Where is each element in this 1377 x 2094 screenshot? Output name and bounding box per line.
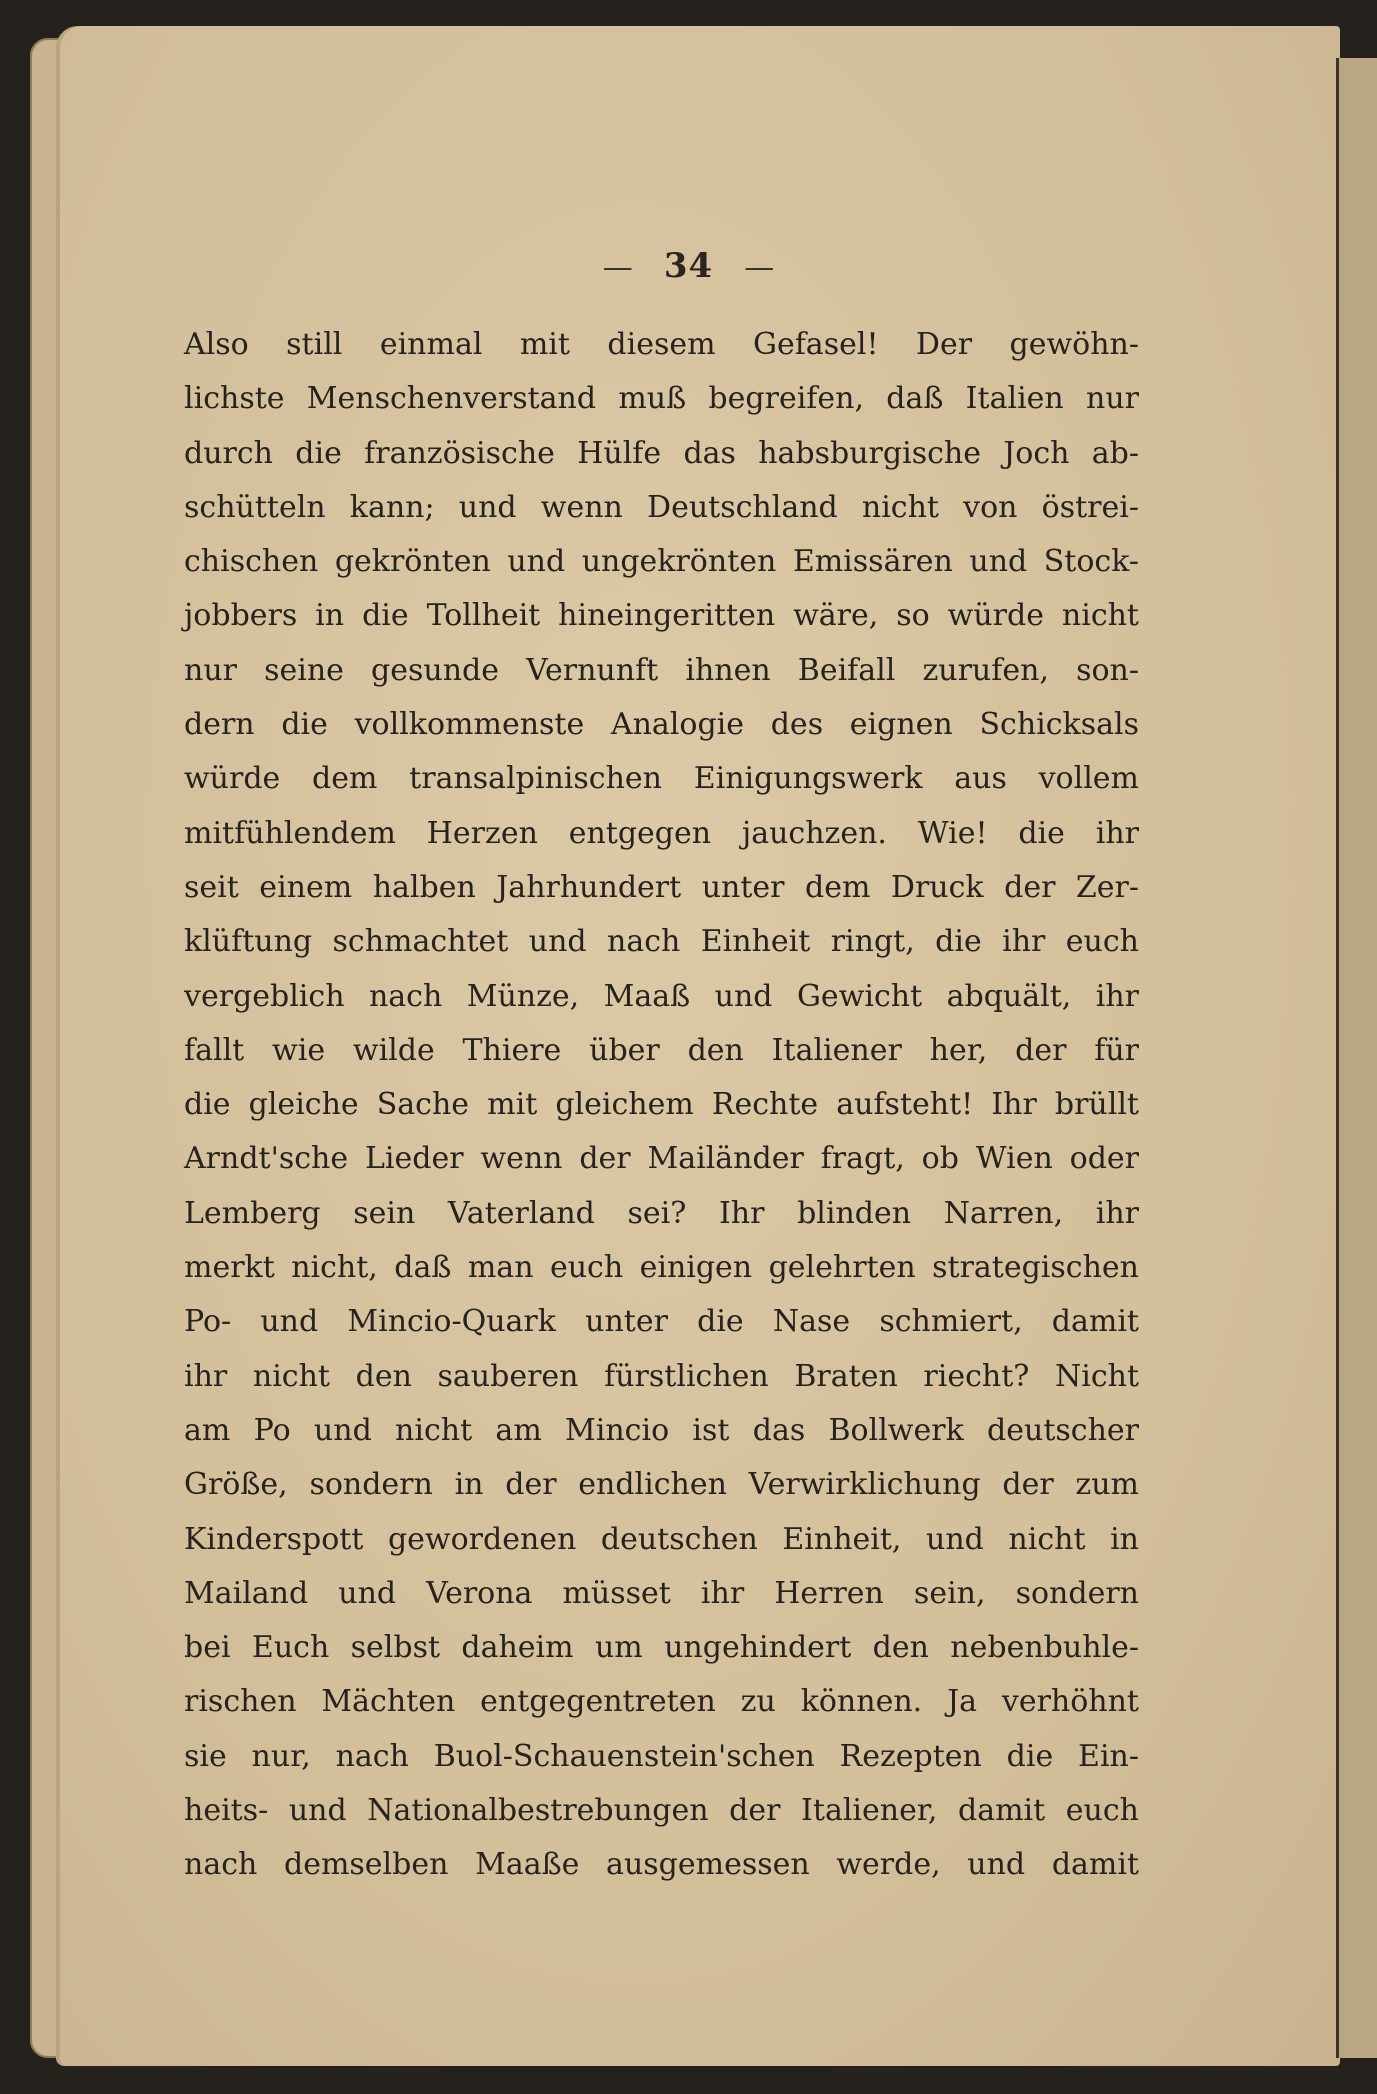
page-header [0, 246, 1377, 286]
text-line: seit einem halben Jahrhundert unter dem Druck der Zer- [184, 869, 1139, 905]
text-line: durch die französische Hülfe das habsburgische Joch ab- [184, 435, 1139, 471]
text-line: würde dem transalpinischen Einigungswerk aus vollem [184, 761, 1139, 797]
text-line: vergeblich nach Münze, Maaß und Gewicht abquält, ihr [184, 978, 1139, 1014]
text-line: nach demselben Maaße ausgemessen werde, und damit [184, 1847, 1139, 1883]
text-line: mitfühlendem Herzen entgegen jauchzen. Wie! die ihr [184, 815, 1139, 851]
text-line: lichste Menschenverstand muß begreifen, daß Italien nur [184, 381, 1139, 417]
page-number: 34 [663, 246, 714, 286]
text-line: am Po und nicht am Mincio ist das Bollwerk deutscher [184, 1412, 1139, 1448]
text-line: ihr nicht den sauberen fürstlichen Braten riecht? Nicht [184, 1358, 1139, 1394]
text-line: dern die vollkommenste Analogie des eignen Schicksals [184, 707, 1139, 743]
text-line: sie nur, nach Buol-Schauenstein'schen Rezepten die Ein- [184, 1738, 1139, 1774]
text-line: Größe, sondern in der endlichen Verwirklichung der zum [184, 1467, 1139, 1503]
text-line: heits- und Nationalbestrebungen der Italiener, damit euch [184, 1793, 1139, 1829]
text-line: bei Euch selbst daheim um ungehindert den nebenbuhle- [184, 1630, 1139, 1666]
text-line: jobbers in die Tollheit hineingeritten wäre, so würde nicht [184, 598, 1139, 634]
facing-page-edge [1336, 58, 1377, 2058]
text-line: schütteln kann; und wenn Deutschland nicht von östrei- [184, 489, 1139, 525]
text-line: Lemberg sein Vaterland sei? Ihr blinden Narren, ihr [184, 1195, 1139, 1231]
text-line: die gleiche Sache mit gleichem Rechte aufsteht! Ihr brüllt [184, 1087, 1139, 1123]
text-line: Also still einmal mit diesem Gefasel! Der gewöhn- [184, 327, 1139, 362]
text-line: klüftung schmachtet und nach Einheit ringt, die ihr euch [184, 924, 1139, 960]
text-line: rischen Mächten entgegentreten zu können. Ja verhöhnt [184, 1684, 1139, 1720]
text-line: chischen gekrönten und ungekrönten Emissären und Stock- [184, 544, 1139, 580]
body-text [184, 318, 1139, 1893]
text-line: fallt wie wilde Thiere über den Italiener her, der für [184, 1032, 1139, 1068]
text-line: Arndt'sche Lieder wenn der Mailänder fragt, ob Wien oder [184, 1141, 1139, 1177]
text-line: merkt nicht, daß man euch einigen gelehrten strategischen [184, 1250, 1139, 1286]
header-dash-right: — [744, 250, 775, 285]
text-line: nur seine gesunde Vernunft ihnen Beifall zurufen, son- [184, 652, 1139, 688]
text-line: Kinderspott gewordenen deutschen Einheit, und nicht in [184, 1521, 1139, 1557]
text-line: Po- und Mincio-Quark unter die Nase schmiert, damit [184, 1304, 1139, 1340]
header-dash-left: — [602, 250, 633, 285]
text-line: Mailand und Verona müsset ihr Herren sein, sondern [184, 1575, 1139, 1611]
